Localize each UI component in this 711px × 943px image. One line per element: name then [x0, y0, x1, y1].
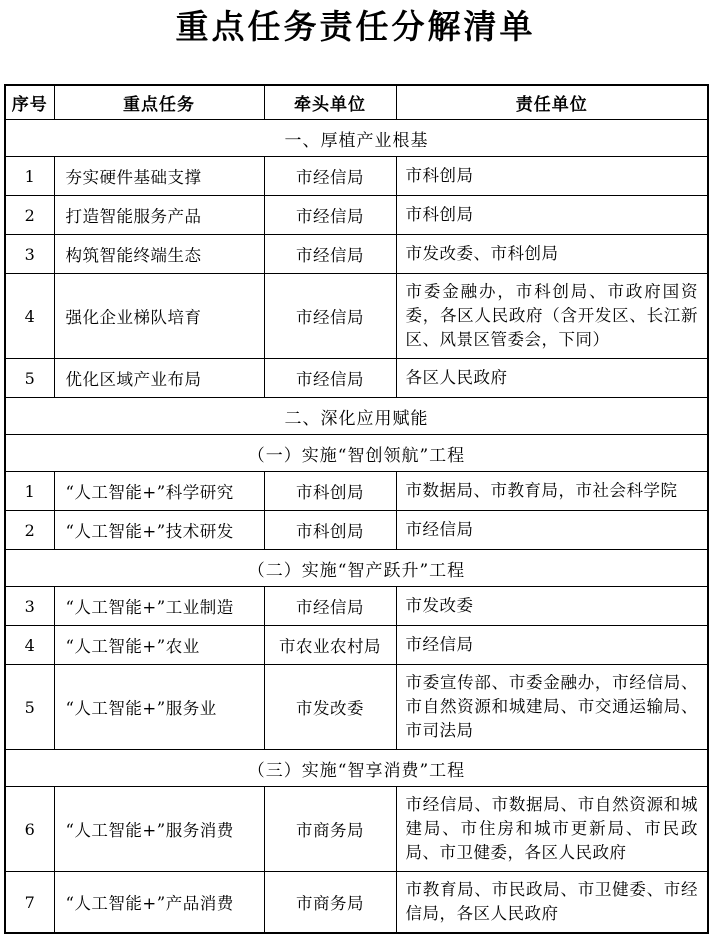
- header-cell-task: 重点任务: [54, 85, 264, 120]
- cell-lead: 市经信局: [264, 157, 396, 196]
- cell-no: 2: [5, 196, 54, 235]
- cell-responsible: 市经信局、市数据局、市自然资源和城建局、市住房和城市更新局、市民政局、市卫健委，各区人民政府: [396, 787, 708, 872]
- cell-responsible: 市科创局: [396, 157, 708, 196]
- task-row: [5, 359, 708, 398]
- header-cell-no: 序号: [5, 85, 54, 120]
- section-row: [5, 550, 708, 587]
- cell-responsible: 市委金融办，市科创局、市政府国资委，各区人民政府（含开发区、长江新区、风景区管委会，下同）: [396, 274, 708, 359]
- cell-no: 2: [5, 511, 54, 550]
- cell-no: 7: [5, 872, 54, 934]
- task-row: [5, 626, 708, 665]
- cell-lead: 市农业农村局: [264, 626, 396, 665]
- cell-lead: 市经信局: [264, 587, 396, 626]
- cell-responsible: 市发改委、市科创局: [396, 235, 708, 274]
- cell-responsible: 市教育局、市民政局、市卫健委、市经信局，各区人民政府: [396, 872, 708, 934]
- cell-no: 1: [5, 472, 54, 511]
- table-body: [5, 120, 708, 934]
- section-row: [5, 120, 708, 157]
- cell-no: 3: [5, 587, 54, 626]
- cell-task: “人工智能+”产品消费: [54, 872, 264, 934]
- cell-lead: 市经信局: [264, 359, 396, 398]
- task-row: [5, 511, 708, 550]
- cell-lead: 市科创局: [264, 472, 396, 511]
- cell-lead: 市经信局: [264, 274, 396, 359]
- task-row: [5, 787, 708, 872]
- cell-task: 强化企业梯队培育: [54, 274, 264, 359]
- responsibility-table: [4, 84, 709, 934]
- task-row: [5, 472, 708, 511]
- task-row: [5, 587, 708, 626]
- task-row: [5, 872, 708, 934]
- cell-task: “人工智能+”农业: [54, 626, 264, 665]
- cell-task: 夯实硬件基础支撑: [54, 157, 264, 196]
- task-row: [5, 196, 708, 235]
- cell-task: “人工智能+”工业制造: [54, 587, 264, 626]
- cell-task: 打造智能服务产品: [54, 196, 264, 235]
- cell-task: “人工智能+”服务消费: [54, 787, 264, 872]
- section-row: [5, 750, 708, 787]
- cell-responsible: 市数据局、市教育局，市社会科学院: [396, 472, 708, 511]
- section-label: 一、厚植产业根基: [5, 120, 708, 157]
- cell-no: 5: [5, 359, 54, 398]
- cell-task: “人工智能+”科学研究: [54, 472, 264, 511]
- cell-task: “人工智能+”服务业: [54, 665, 264, 750]
- cell-no: 4: [5, 626, 54, 665]
- cell-lead: 市商务局: [264, 787, 396, 872]
- cell-responsible: 市科创局: [396, 196, 708, 235]
- section-row: [5, 435, 708, 472]
- cell-no: 1: [5, 157, 54, 196]
- cell-lead: 市科创局: [264, 511, 396, 550]
- task-row: [5, 665, 708, 750]
- cell-task: “人工智能+”技术研发: [54, 511, 264, 550]
- cell-responsible: 各区人民政府: [396, 359, 708, 398]
- cell-no: 6: [5, 787, 54, 872]
- cell-responsible: 市发改委: [396, 587, 708, 626]
- cell-lead: 市商务局: [264, 872, 396, 934]
- cell-lead: 市发改委: [264, 665, 396, 750]
- cell-no: 3: [5, 235, 54, 274]
- task-row: [5, 157, 708, 196]
- section-label: （三）实施“智享消费”工程: [5, 750, 708, 787]
- cell-responsible: 市经信局: [396, 626, 708, 665]
- header-cell-responsible: 责任单位: [396, 85, 708, 120]
- cell-responsible: 市经信局: [396, 511, 708, 550]
- header-cell-lead: 牵头单位: [264, 85, 396, 120]
- header-row: [5, 85, 708, 120]
- task-row: [5, 274, 708, 359]
- section-label: （一）实施“智创领航”工程: [5, 435, 708, 472]
- page-title: 重点任务责任分解清单: [175, 7, 536, 46]
- cell-no: 4: [5, 274, 54, 359]
- cell-responsible: 市委宣传部、市委金融办，市经信局、市自然资源和城建局、市交通运输局、市司法局: [396, 665, 708, 750]
- task-row: [5, 235, 708, 274]
- cell-task: 构筑智能终端生态: [54, 235, 264, 274]
- section-label: 二、深化应用赋能: [5, 398, 708, 435]
- section-label: （二）实施“智产跃升”工程: [5, 550, 708, 587]
- cell-lead: 市经信局: [264, 235, 396, 274]
- section-row: [5, 398, 708, 435]
- cell-task: 优化区域产业布局: [54, 359, 264, 398]
- cell-lead: 市经信局: [264, 196, 396, 235]
- cell-no: 5: [5, 665, 54, 750]
